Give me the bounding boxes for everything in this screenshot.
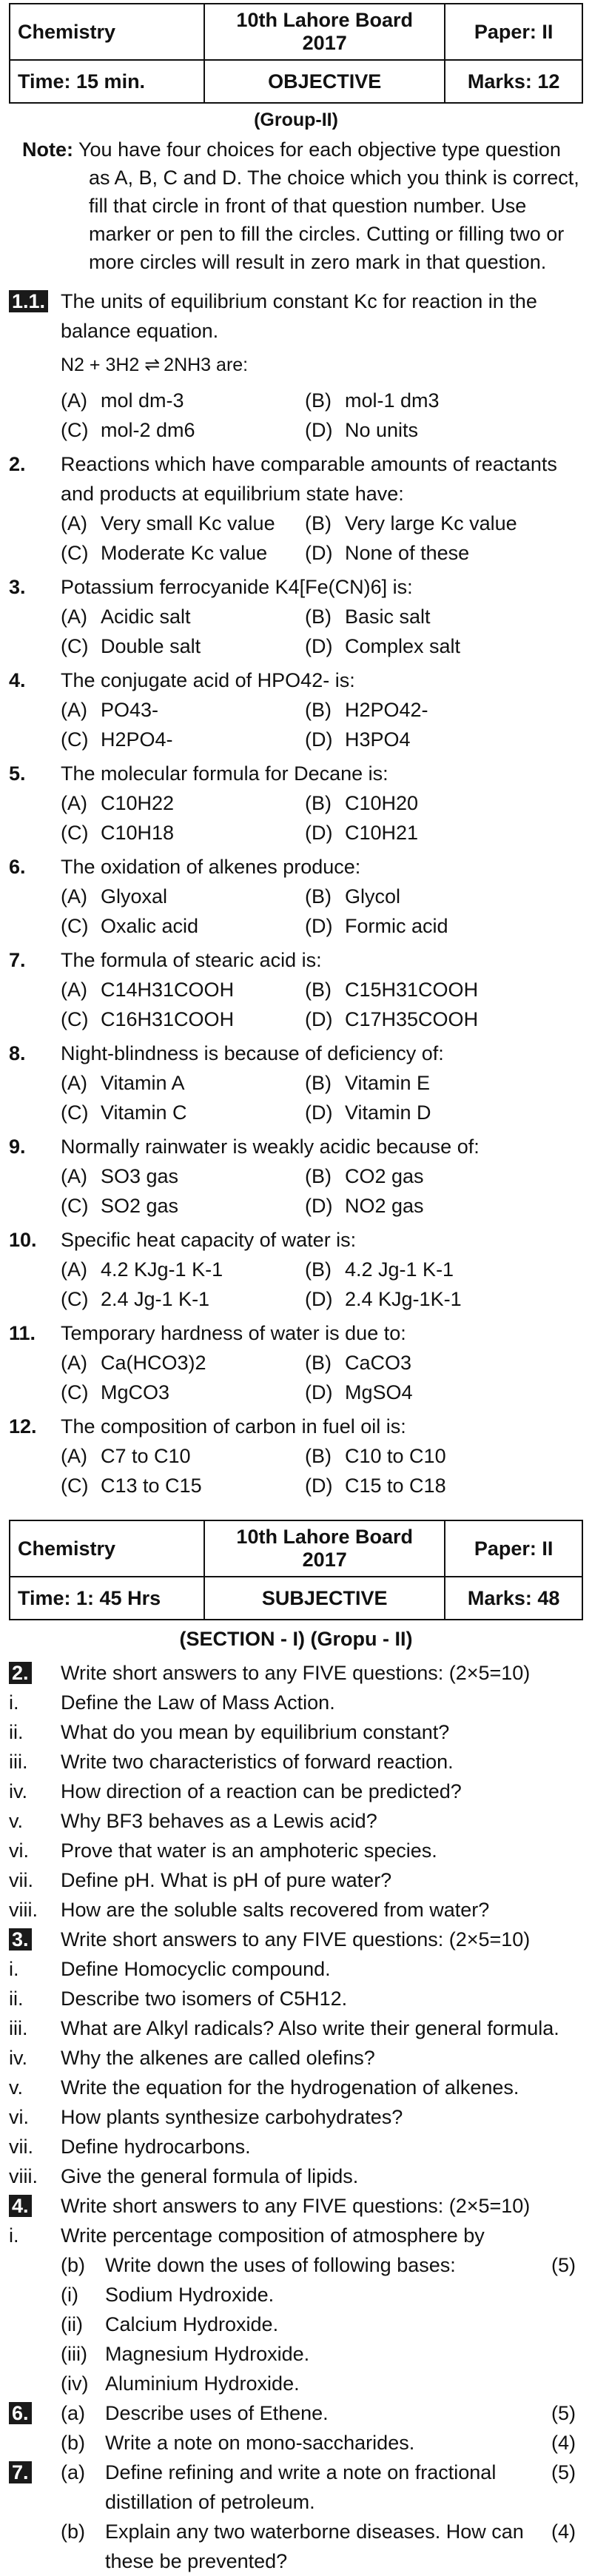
option-letter: (C): [61, 728, 89, 751]
option-text: C10H20: [345, 792, 419, 814]
question-9: [9, 1132, 583, 1221]
list-item: [9, 1688, 583, 1717]
option-d[interactable]: [305, 631, 549, 661]
item-text: Write two characteristics of forward reaction.: [61, 1751, 454, 1773]
option-letter: (D): [305, 1381, 333, 1403]
question-number: 7.: [9, 949, 26, 971]
item-number: i.: [9, 1691, 19, 1714]
option-letter: (D): [305, 1475, 333, 1497]
option-d[interactable]: [305, 725, 549, 754]
option-letter: (B): [305, 1258, 332, 1281]
list-item: [9, 2043, 583, 2073]
option-text: MgCO3: [101, 1381, 170, 1403]
question-text: The oxidation of alkenes produce:: [61, 856, 361, 878]
question-text: Reactions which have comparable amounts of reactants and products at equilibrium state have:: [61, 453, 557, 505]
option-b[interactable]: [305, 695, 549, 725]
option-d[interactable]: [305, 1471, 549, 1500]
option-text: Moderate Kc value: [101, 542, 268, 564]
part-b: (b) Explain any two waterborne diseases. How can these be prevented? (4): [61, 2520, 576, 2572]
paper-cell: Paper: II: [445, 1520, 582, 1577]
option-text: Vitamin D: [345, 1101, 431, 1124]
option-text: Complex salt: [345, 635, 461, 657]
item-number: viii.: [9, 2165, 38, 2187]
option-c[interactable]: [61, 1284, 305, 1314]
question-number: 9.: [9, 1136, 26, 1158]
question-number: 5.: [9, 762, 26, 785]
option-letter: (A): [61, 1165, 87, 1187]
item-text: Sodium Hydroxide.: [105, 2284, 275, 2306]
question-4: [9, 665, 583, 754]
option-a[interactable]: [61, 788, 305, 818]
item-text: Define pH. What is pH of pure water?: [61, 1869, 392, 1891]
item-number: vi.: [9, 2106, 29, 2128]
option-letter: (A): [61, 699, 87, 721]
option-d[interactable]: [305, 818, 549, 848]
list-item: [9, 1954, 583, 1984]
list-item: [9, 1806, 583, 1836]
part-b: (b) Write a note on mono-saccharides. (4): [61, 2432, 576, 2454]
subject-cell: Chemistry: [10, 4, 204, 60]
option-a[interactable]: [61, 509, 305, 538]
item-number: vii.: [9, 1869, 33, 1891]
option-letter: (C): [61, 542, 89, 564]
type-cell: SUBJECTIVE: [204, 1577, 445, 1620]
option-text: 2.4 KJg-1K-1: [345, 1288, 462, 1310]
option-d[interactable]: [305, 1004, 549, 1034]
item-number: viii.: [9, 1899, 38, 1921]
question-1: [9, 286, 583, 445]
long-question-7: 7. (a) Define refining and write a note on fractional distillation of petroleum. (5) (b) Explain any two waterborne diseases. How can these be prevented? (4): [9, 2458, 583, 2576]
option-c[interactable]: [61, 631, 305, 661]
option-text: Oxalic acid: [101, 915, 199, 937]
list-item: [9, 1747, 583, 1777]
option-c[interactable]: [61, 911, 305, 941]
item-text: Define hydrocarbons.: [61, 2136, 251, 2158]
question-text: The composition of carbon in fuel oil is:: [61, 1415, 406, 1438]
question-10: [9, 1225, 583, 1314]
option-b[interactable]: [305, 1255, 549, 1284]
option-letter: (D): [305, 728, 333, 751]
option-letter: (C): [61, 1195, 89, 1217]
options: [61, 788, 583, 848]
item-text: Write the equation for the hydrogenation of alkenes.: [61, 2076, 519, 2099]
option-a[interactable]: [61, 1068, 305, 1098]
option-letter: (C): [61, 1008, 89, 1030]
option-letter: (A): [61, 512, 87, 534]
option-text: Glycol: [345, 885, 401, 908]
question-8: [9, 1039, 583, 1127]
option-letter: (B): [305, 512, 332, 534]
type-cell: OBJECTIVE: [204, 60, 445, 103]
option-letter: (B): [305, 979, 332, 1001]
item-text: What do you mean by equilibrium constant?: [61, 1721, 450, 1743]
option-text: C16H31COOH: [101, 1008, 235, 1030]
question-text: The formula of stearic acid is:: [61, 949, 322, 971]
item-text: How direction of a reaction can be predicted?: [61, 1780, 462, 1802]
item-text: How are the soluble salts recovered from water?: [61, 1899, 490, 1921]
option-letter: (B): [305, 606, 332, 628]
option-a[interactable]: [61, 882, 305, 911]
question-number: 1.1.: [9, 286, 56, 316]
list-item: [9, 1865, 583, 1895]
item-number: (iii): [61, 2343, 87, 2365]
option-d[interactable]: [305, 538, 549, 568]
option-text: 4.2 KJg-1 K-1: [101, 1258, 223, 1281]
equation: [61, 350, 583, 380]
option-b[interactable]: [305, 882, 549, 911]
question-7: [9, 945, 583, 1034]
item-number: iii.: [9, 1751, 28, 1773]
list-item: [9, 1836, 583, 1865]
question-4b: (b) Write down the uses of following bases: (5) (i) Sodium Hydroxide. (ii) Calcium Hydroxide. (iii) Magnesium Hydroxide. (iv) Aluminium Hydroxide.: [9, 2250, 583, 2398]
item-number: i.: [9, 1958, 19, 1980]
option-letter: (A): [61, 792, 87, 814]
item-text: Magnesium Hydroxide.: [105, 2343, 310, 2365]
option-d[interactable]: [305, 1284, 549, 1314]
item-text: Calcium Hydroxide.: [105, 2313, 279, 2335]
question-text: Specific heat capacity of water is:: [61, 1229, 357, 1251]
option-text: PO43-: [101, 699, 159, 721]
question-number: 2.: [9, 453, 26, 475]
option-b[interactable]: (B) mol-1 dm3: [305, 389, 440, 412]
question-number: 3.: [9, 576, 26, 598]
option-text: Basic salt: [345, 606, 431, 628]
option-d[interactable]: [305, 911, 549, 941]
item-number: (ii): [61, 2313, 83, 2335]
item-text: Define Homocyclic compound.: [61, 1958, 331, 1980]
item-text: How plants synthesize carbohydrates?: [61, 2106, 403, 2128]
list-item: [9, 2102, 583, 2132]
option-letter: (B): [305, 885, 332, 908]
option-c[interactable]: [61, 1098, 305, 1127]
option-text: C17H35COOH: [345, 1008, 479, 1030]
item-number: iii.: [9, 2017, 28, 2039]
question-text: The units of equilibrium constant Kc for reaction in the balance equation.: [61, 290, 537, 342]
option-letter: (A): [61, 606, 87, 628]
item-number: v.: [9, 1810, 23, 1832]
equation-left: N2 + 3H2: [61, 355, 140, 375]
short-question-3: [9, 1925, 583, 2191]
option-b[interactable]: [305, 1348, 549, 1378]
option-text: C10H18: [101, 822, 175, 844]
question-text: Normally rainwater is weakly acidic because of:: [61, 1136, 480, 1158]
board-cell: 10th Lahore Board 2017: [204, 4, 445, 60]
list-item: [9, 2161, 583, 2191]
option-letter: (D): [305, 1008, 333, 1030]
option-letter: (A): [61, 1258, 87, 1281]
question-2: [9, 449, 583, 568]
options: [61, 882, 583, 941]
option-letter: (B): [305, 1165, 332, 1187]
objective-header: [9, 3, 583, 104]
option-a[interactable]: [61, 1348, 305, 1378]
options: [61, 975, 583, 1034]
option-c[interactable]: [61, 538, 305, 568]
note-paragraph: [9, 135, 583, 276]
list-item: [61, 2339, 546, 2369]
option-text: C15H31COOH: [345, 979, 479, 1001]
options: [61, 695, 583, 754]
list-item: [9, 1984, 583, 2013]
option-text: C14H31COOH: [101, 979, 235, 1001]
group-label: (Group-II): [254, 110, 338, 130]
option-text: H3PO4: [345, 728, 411, 751]
question-number: 11.: [9, 1322, 36, 1344]
long-question-6: 6. (a) Describe uses of Ethene. (5) (b) Write a note on mono-saccharides. (4): [9, 2398, 583, 2458]
list-item: [9, 2073, 583, 2102]
option-letter: (B): [305, 792, 332, 814]
option-c[interactable]: [61, 1191, 305, 1221]
item-text: Give the general formula of lipids.: [61, 2165, 359, 2187]
option-text: MgSO4: [345, 1381, 413, 1403]
item-number: vi.: [9, 1839, 29, 1862]
question-3: [9, 572, 583, 661]
option-letter: (C): [61, 1101, 89, 1124]
option-letter: (D): [305, 635, 333, 657]
option-b[interactable]: [305, 1441, 549, 1471]
option-text: Vitamin C: [101, 1101, 187, 1124]
option-c[interactable]: [61, 818, 305, 848]
option-text: CO2 gas: [345, 1165, 424, 1187]
option-b[interactable]: [305, 1161, 549, 1191]
option-letter: (C): [61, 915, 89, 937]
option-b[interactable]: [305, 788, 549, 818]
time-cell: Time: 15 min.: [10, 60, 204, 103]
option-text: Very large Kc value: [345, 512, 517, 534]
option-b[interactable]: [305, 509, 549, 538]
list-item: [61, 2310, 546, 2339]
option-text: NO2 gas: [345, 1195, 424, 1217]
option-a[interactable]: [61, 602, 305, 631]
item-number: iv.: [9, 1780, 27, 1802]
question-heading: 4. Write short answers to any FIVE questions: (2×5=10): [9, 2191, 583, 2221]
option-a[interactable]: [61, 1255, 305, 1284]
option-d[interactable]: [305, 1378, 549, 1407]
item-text: Aluminium Hydroxide.: [105, 2372, 300, 2395]
option-letter: (C): [61, 1475, 89, 1497]
option-text: 2.4 Jg-1 K-1: [101, 1288, 210, 1310]
option-a[interactable]: [61, 1161, 305, 1191]
item-number: ii.: [9, 1721, 24, 1743]
equilibrium-arrow-icon: ⇌: [144, 355, 159, 375]
option-text: 4.2 Jg-1 K-1: [345, 1258, 454, 1281]
marks-cell: Marks: 12: [445, 60, 582, 103]
question-number: 8.: [9, 1042, 26, 1064]
option-letter: (D): [305, 1288, 333, 1310]
item-number: vii.: [9, 2136, 33, 2158]
option-letter: (A): [61, 979, 87, 1001]
option-text: CaCO3: [345, 1352, 412, 1374]
question-text: Potassium ferrocyanide K4[Fe(CN)6] is:: [61, 576, 413, 598]
item-text: Write percentage composition of atmosphere by: [61, 2224, 485, 2247]
option-letter: (C): [61, 1288, 89, 1310]
subject-cell: Chemistry: [10, 1520, 204, 1577]
option-letter: (C): [61, 635, 89, 657]
item-text: Prove that water is an amphoteric species.: [61, 1839, 437, 1862]
list-item: [61, 2369, 546, 2398]
option-c[interactable]: [61, 1378, 305, 1407]
option-letter: (C): [61, 822, 89, 844]
option-letter: (D): [305, 915, 333, 937]
option-text: Ca(HCO3)2: [101, 1352, 206, 1374]
note-label: Note:: [22, 138, 73, 161]
option-letter: (D): [305, 822, 333, 844]
option-letter: (C): [61, 1381, 89, 1403]
option-text: C15 to C18: [345, 1475, 446, 1497]
option-letter: (A): [61, 885, 87, 908]
paper-cell: Paper: II: [445, 4, 582, 60]
item-text: Why the alkenes are called olefins?: [61, 2047, 375, 2069]
question-number: 6.: [9, 856, 26, 878]
option-b[interactable]: [305, 975, 549, 1004]
option-d[interactable]: [305, 1098, 549, 1127]
option-letter: (B): [305, 1352, 332, 1374]
list-item: [9, 1717, 583, 1747]
option-b[interactable]: [305, 602, 549, 631]
option-letter: (A): [61, 1352, 87, 1374]
option-b[interactable]: [305, 1068, 549, 1098]
question-heading: 2. Write short answers to any FIVE questions: (2×5=10): [9, 1658, 583, 1688]
question-5: [9, 759, 583, 848]
option-letter: (A): [61, 1445, 87, 1467]
subjective-header: [9, 1520, 583, 1620]
question-number: 12.: [9, 1415, 37, 1438]
option-text: Vitamin A: [101, 1072, 185, 1094]
option-text: C10 to C10: [345, 1445, 446, 1467]
item-number: (i): [61, 2284, 78, 2306]
item-text: Why BF3 behaves as a Lewis acid?: [61, 1810, 377, 1832]
option-letter: (D): [305, 1101, 333, 1124]
option-a[interactable]: [61, 695, 305, 725]
item-number: i.: [9, 2224, 19, 2247]
note-text: You have four choices for each objective type question as A, B, C and D. The choice which you think is correct, fill that circle in front of that question number. Use marker or pen to fill the circles. Cutting or filling two or more circles will result in zero mark in that question.: [78, 138, 579, 273]
question-heading: 3. Write short answers to any FIVE questions: (2×5=10): [9, 1925, 583, 1954]
options: [61, 1441, 583, 1500]
option-text: SO2 gas: [101, 1195, 179, 1217]
item-number: ii.: [9, 1988, 24, 2010]
item-text: Define the Law of Mass Action.: [61, 1691, 335, 1714]
question-text: Night-blindness is because of deficiency of:: [61, 1042, 444, 1064]
list-item: [9, 1895, 583, 1925]
options: [61, 1068, 583, 1127]
option-letter: (B): [305, 1445, 332, 1467]
option-text: Vitamin E: [345, 1072, 431, 1094]
option-text: C10H21: [345, 822, 419, 844]
question-11: [9, 1318, 583, 1407]
item-number: v.: [9, 2076, 23, 2099]
option-text: Acidic salt: [101, 606, 191, 628]
part-a: (a) Define refining and write a note on fractional distillation of petroleum. (5): [61, 2461, 576, 2513]
options: [61, 602, 583, 661]
options: [61, 1348, 583, 1407]
options: [61, 1161, 583, 1221]
option-a[interactable]: [61, 975, 305, 1004]
option-text: Formic acid: [345, 915, 448, 937]
item-text: What are Alkyl radicals? Also write their general formula.: [61, 2017, 559, 2039]
short-question-2: [9, 1658, 583, 1925]
option-a[interactable]: (A) mol dm-3: [61, 389, 184, 412]
short-question-4: [9, 2191, 583, 2250]
question-text: Temporary hardness of water is due to:: [61, 1322, 406, 1344]
option-letter: (D): [305, 542, 333, 564]
option-text: C7 to C10: [101, 1445, 191, 1467]
question-text: The conjugate acid of HPO42- is:: [61, 669, 355, 691]
option-a[interactable]: [61, 1441, 305, 1471]
option-text: None of these: [345, 542, 470, 564]
option-c[interactable]: [61, 1004, 305, 1034]
question-number: 4.: [9, 669, 26, 691]
option-text: H2PO42-: [345, 699, 428, 721]
list-item: [9, 1777, 583, 1806]
equation-right: 2NH3 are:: [164, 355, 249, 375]
option-letter: (B): [305, 1072, 332, 1094]
question-6: [9, 852, 583, 941]
item-number: (iv): [61, 2372, 89, 2395]
time-cell: Time: 1: 45 Hrs: [10, 1577, 204, 1620]
option-text: Very small Kc value: [101, 512, 275, 534]
option-text: C13 to C15: [101, 1475, 202, 1497]
part-a: (a) Describe uses of Ethene. (5): [61, 2402, 576, 2424]
item-number: iv.: [9, 2047, 27, 2069]
option-c[interactable]: (C) mol-2 dm6: [61, 419, 195, 441]
mcq-list: [9, 449, 583, 1500]
option-letter: (B): [305, 699, 332, 721]
list-item: [9, 2221, 583, 2250]
option-c[interactable]: [61, 1471, 305, 1500]
list-item: [61, 2280, 546, 2310]
question-number: 10.: [9, 1229, 37, 1251]
option-d[interactable]: (D) No units: [305, 419, 419, 441]
option-letter: (A): [61, 1072, 87, 1094]
option-text: C10H22: [101, 792, 175, 814]
list-item: [9, 2013, 583, 2043]
section-title: (SECTION - I) (Gropu - II): [179, 1628, 413, 1650]
option-text: H2PO4-: [101, 728, 173, 751]
options: [61, 1255, 583, 1314]
option-letter: (D): [305, 1195, 333, 1217]
question-text: The molecular formula for Decane is:: [61, 762, 388, 785]
item-text: Describe two isomers of C5H12.: [61, 1988, 348, 2010]
marks-cell: Marks: 48: [445, 1577, 582, 1620]
list-item: [9, 2132, 583, 2161]
question-12: [9, 1412, 583, 1500]
board-cell: 10th Lahore Board 2017: [204, 1520, 445, 1577]
option-text: Double salt: [101, 635, 201, 657]
option-c[interactable]: [61, 725, 305, 754]
exam-page: [0, 3, 592, 2572]
options: [61, 386, 583, 445]
option-text: Glyoxal: [101, 885, 168, 908]
options: [61, 509, 583, 568]
option-text: SO3 gas: [101, 1165, 179, 1187]
option-d[interactable]: [305, 1191, 549, 1221]
